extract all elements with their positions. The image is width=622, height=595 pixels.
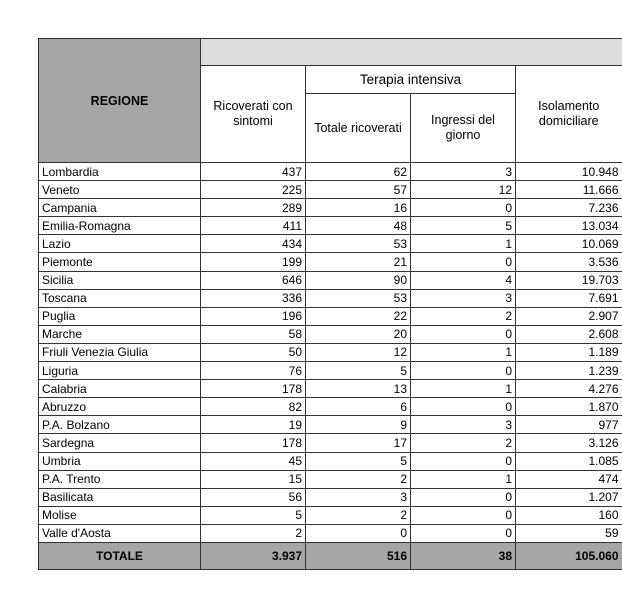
cell-isolamento-domiciliare: 1.189 [516, 343, 622, 361]
cell-isolamento-domiciliare: 1.207 [516, 488, 622, 506]
cell-isolamento-domiciliare: 3.126 [516, 434, 622, 452]
cell-ricoverati-con-sintomi: 434 [201, 235, 306, 253]
cell-ricoverati-con-sintomi: 50 [201, 343, 306, 361]
cell-totale-ricoverati-ti: 13 [306, 380, 411, 398]
cell-ingressi-del-giorno: 5 [411, 217, 516, 235]
totale-terapia-intensiva: 516 [306, 542, 411, 569]
cell-ingressi-del-giorno: 0 [411, 488, 516, 506]
cell-ricoverati-con-sintomi: 289 [201, 199, 306, 217]
cell-regione: Abruzzo [39, 398, 201, 416]
cell-ricoverati-con-sintomi: 58 [201, 325, 306, 343]
cell-ricoverati-con-sintomi: 56 [201, 488, 306, 506]
cell-ricoverati-con-sintomi: 225 [201, 181, 306, 199]
cell-regione: Basilicata [39, 488, 201, 506]
table-row [39, 289, 622, 307]
cell-regione: Campania [39, 199, 201, 217]
totale-label: TOTALE [39, 542, 201, 569]
cell-regione: Friuli Venezia Giulia [39, 343, 201, 361]
table-row [39, 398, 622, 416]
cell-ricoverati-con-sintomi: 2 [201, 524, 306, 542]
cell-isolamento-domiciliare: 7.236 [516, 199, 622, 217]
table-row [39, 506, 622, 524]
cell-ingressi-del-giorno: 2 [411, 307, 516, 325]
cell-isolamento-domiciliare: 160 [516, 506, 622, 524]
cell-totale-ricoverati-ti: 5 [306, 362, 411, 380]
table-row [39, 380, 622, 398]
cell-regione: Molise [39, 506, 201, 524]
cell-totale-ricoverati-ti: 3 [306, 488, 411, 506]
table-row [39, 199, 622, 217]
cell-regione: Puglia [39, 307, 201, 325]
table-row [39, 488, 622, 506]
cell-isolamento-domiciliare: 1.239 [516, 362, 622, 380]
cell-isolamento-domiciliare: 11.666 [516, 181, 622, 199]
table-header [39, 39, 622, 163]
cell-ingressi-del-giorno: 1 [411, 380, 516, 398]
cell-totale-ricoverati-ti: 17 [306, 434, 411, 452]
cell-ingressi-del-giorno: 3 [411, 416, 516, 434]
header-totale-ricoverati: Totale ricoverati [306, 94, 411, 163]
totale-row [39, 542, 622, 569]
cell-totale-ricoverati-ti: 12 [306, 343, 411, 361]
cell-ingressi-del-giorno: 1 [411, 470, 516, 488]
cell-isolamento-domiciliare: 3.536 [516, 253, 622, 271]
header-terapia-intensiva: Terapia intensiva [306, 66, 516, 94]
cell-totale-ricoverati-ti: 20 [306, 325, 411, 343]
cell-totale-ricoverati-ti: 2 [306, 470, 411, 488]
cell-ingressi-del-giorno: 4 [411, 271, 516, 289]
table-row [39, 362, 622, 380]
cell-isolamento-domiciliare: 4.276 [516, 380, 622, 398]
cell-regione: Lombardia [39, 163, 201, 181]
cell-isolamento-domiciliare: 10.948 [516, 163, 622, 181]
cell-ricoverati-con-sintomi: 646 [201, 271, 306, 289]
header-ricoverati-con-sintomi: Ricoverati con sintomi [201, 66, 306, 163]
cell-isolamento-domiciliare: 474 [516, 470, 622, 488]
cell-totale-ricoverati-ti: 5 [306, 452, 411, 470]
cell-totale-ricoverati-ti: 22 [306, 307, 411, 325]
table-row [39, 325, 622, 343]
cell-totale-ricoverati-ti: 48 [306, 217, 411, 235]
cell-ingressi-del-giorno: 0 [411, 199, 516, 217]
cell-ricoverati-con-sintomi: 76 [201, 362, 306, 380]
cell-ricoverati-con-sintomi: 45 [201, 452, 306, 470]
cell-totale-ricoverati-ti: 6 [306, 398, 411, 416]
cell-ingressi-del-giorno: 12 [411, 181, 516, 199]
cell-isolamento-domiciliare: 19.703 [516, 271, 622, 289]
cell-ingressi-del-giorno: 2 [411, 434, 516, 452]
cell-isolamento-domiciliare: 2.907 [516, 307, 622, 325]
table-row [39, 452, 622, 470]
table-row [39, 343, 622, 361]
cell-regione: Calabria [39, 380, 201, 398]
cell-ricoverati-con-sintomi: 196 [201, 307, 306, 325]
cell-ingressi-del-giorno: 0 [411, 398, 516, 416]
header-regione: REGIONE [39, 39, 201, 163]
cell-isolamento-domiciliare: 2.608 [516, 325, 622, 343]
cell-totale-ricoverati-ti: 0 [306, 524, 411, 542]
cell-regione: Marche [39, 325, 201, 343]
cell-regione: Piemonte [39, 253, 201, 271]
cell-ingressi-del-giorno: 0 [411, 506, 516, 524]
cell-ingressi-del-giorno: 1 [411, 343, 516, 361]
cell-regione: Toscana [39, 289, 201, 307]
totale-ingressi-del-giorno: 38 [411, 542, 516, 569]
cell-totale-ricoverati-ti: 9 [306, 416, 411, 434]
cell-regione: Emilia-Romagna [39, 217, 201, 235]
cell-isolamento-domiciliare: 1.870 [516, 398, 622, 416]
cell-isolamento-domiciliare: 59 [516, 524, 622, 542]
header-isolamento-domiciliare: Isolamento domiciliare [516, 66, 622, 163]
table-row [39, 470, 622, 488]
cell-ingressi-del-giorno: 0 [411, 325, 516, 343]
table-row [39, 524, 622, 542]
cell-isolamento-domiciliare: 1.085 [516, 452, 622, 470]
table-row [39, 181, 622, 199]
totale-isolamento-domiciliare: 105.060 [516, 542, 622, 569]
cell-ricoverati-con-sintomi: 336 [201, 289, 306, 307]
cell-ricoverati-con-sintomi: 178 [201, 380, 306, 398]
cell-ricoverati-con-sintomi: 19 [201, 416, 306, 434]
table-row [39, 271, 622, 289]
table-row [39, 235, 622, 253]
table-row [39, 217, 622, 235]
cell-isolamento-domiciliare: 7.691 [516, 289, 622, 307]
covid-region-table-container [38, 38, 622, 570]
cell-ricoverati-con-sintomi: 199 [201, 253, 306, 271]
cell-regione: Valle d'Aosta [39, 524, 201, 542]
header-top-band [201, 39, 622, 66]
cell-ricoverati-con-sintomi: 178 [201, 434, 306, 452]
cell-regione: P.A. Trento [39, 470, 201, 488]
cell-totale-ricoverati-ti: 2 [306, 506, 411, 524]
cell-totale-ricoverati-ti: 53 [306, 235, 411, 253]
totale-ricoverati-con-sintomi: 3.937 [201, 542, 306, 569]
cell-regione: Liguria [39, 362, 201, 380]
cell-ingressi-del-giorno: 3 [411, 163, 516, 181]
table-body [39, 163, 622, 543]
cell-ricoverati-con-sintomi: 411 [201, 217, 306, 235]
cell-totale-ricoverati-ti: 21 [306, 253, 411, 271]
cell-totale-ricoverati-ti: 53 [306, 289, 411, 307]
cell-regione: P.A. Bolzano [39, 416, 201, 434]
table-row [39, 416, 622, 434]
cell-ingressi-del-giorno: 0 [411, 452, 516, 470]
cell-regione: Umbria [39, 452, 201, 470]
cell-totale-ricoverati-ti: 90 [306, 271, 411, 289]
table-row [39, 434, 622, 452]
cell-ricoverati-con-sintomi: 82 [201, 398, 306, 416]
cell-ingressi-del-giorno: 3 [411, 289, 516, 307]
cell-ingressi-del-giorno: 0 [411, 362, 516, 380]
covid-region-table [38, 38, 622, 570]
cell-regione: Lazio [39, 235, 201, 253]
cell-isolamento-domiciliare: 977 [516, 416, 622, 434]
cell-regione: Veneto [39, 181, 201, 199]
table-row [39, 253, 622, 271]
cell-totale-ricoverati-ti: 57 [306, 181, 411, 199]
cell-ricoverati-con-sintomi: 5 [201, 506, 306, 524]
cell-totale-ricoverati-ti: 16 [306, 199, 411, 217]
cell-ingressi-del-giorno: 0 [411, 524, 516, 542]
cell-regione: Sicilia [39, 271, 201, 289]
cell-isolamento-domiciliare: 13.034 [516, 217, 622, 235]
cell-ricoverati-con-sintomi: 437 [201, 163, 306, 181]
header-ingressi-del-giorno: Ingressi del giorno [411, 94, 516, 163]
cell-ricoverati-con-sintomi: 15 [201, 470, 306, 488]
table-row [39, 163, 622, 181]
cell-regione: Sardegna [39, 434, 201, 452]
table-footer [39, 542, 622, 569]
table-row [39, 307, 622, 325]
cell-ingressi-del-giorno: 0 [411, 253, 516, 271]
cell-totale-ricoverati-ti: 62 [306, 163, 411, 181]
cell-isolamento-domiciliare: 10.069 [516, 235, 622, 253]
cell-ingressi-del-giorno: 1 [411, 235, 516, 253]
